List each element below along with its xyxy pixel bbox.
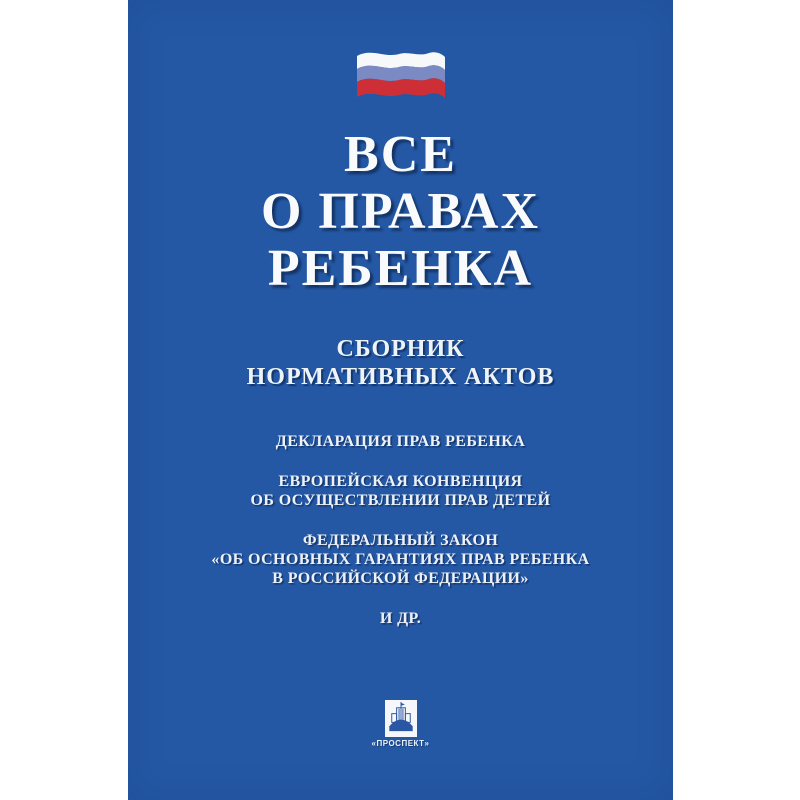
book-title	[128, 126, 673, 297]
contents-item-declaration	[128, 432, 673, 451]
title-line-2: О ПРАВАХ	[260, 183, 541, 240]
contents-line: ЕВРОПЕЙСКАЯ КОНВЕНЦИЯ	[278, 473, 523, 490]
publisher-name: «ПРОСПЕКТ»	[371, 739, 430, 748]
book-cover	[128, 0, 673, 800]
publisher-logo	[128, 700, 673, 748]
title-line-1: ВСЕ	[344, 126, 457, 183]
contents-list	[128, 432, 673, 649]
flag-container	[128, 44, 673, 100]
tower-building-icon	[385, 700, 417, 737]
subtitle-line-2: НОРМАТИВНЫХ АКТОВ	[246, 364, 555, 390]
publisher-logo-emblem	[385, 700, 417, 737]
contents-line: ФЕДЕРАЛЬНЫЙ ЗАКОН	[302, 532, 499, 549]
contents-line: В РОССИЙСКОЙ ФЕДЕРАЦИИ»	[272, 570, 529, 587]
contents-line: И ДР.	[379, 610, 422, 627]
contents-item-convention	[128, 472, 673, 510]
subtitle-line-1: СБОРНИК	[336, 336, 465, 362]
contents-item-etc	[128, 609, 673, 628]
russian-flag-icon	[357, 44, 445, 100]
contents-item-federal-law	[128, 531, 673, 588]
contents-line: ОБ ОСУЩЕСТВЛЕНИИ ПРАВ ДЕТЕЙ	[250, 492, 551, 509]
title-line-3: РЕБЕНКА	[267, 240, 534, 297]
book-subtitle	[128, 335, 673, 391]
contents-line: «ОБ ОСНОВНЫХ ГАРАНТИЯХ ПРАВ РЕБЕНКА	[211, 551, 590, 568]
contents-line: ДЕКЛАРАЦИЯ ПРАВ РЕБЕНКА	[275, 433, 526, 450]
